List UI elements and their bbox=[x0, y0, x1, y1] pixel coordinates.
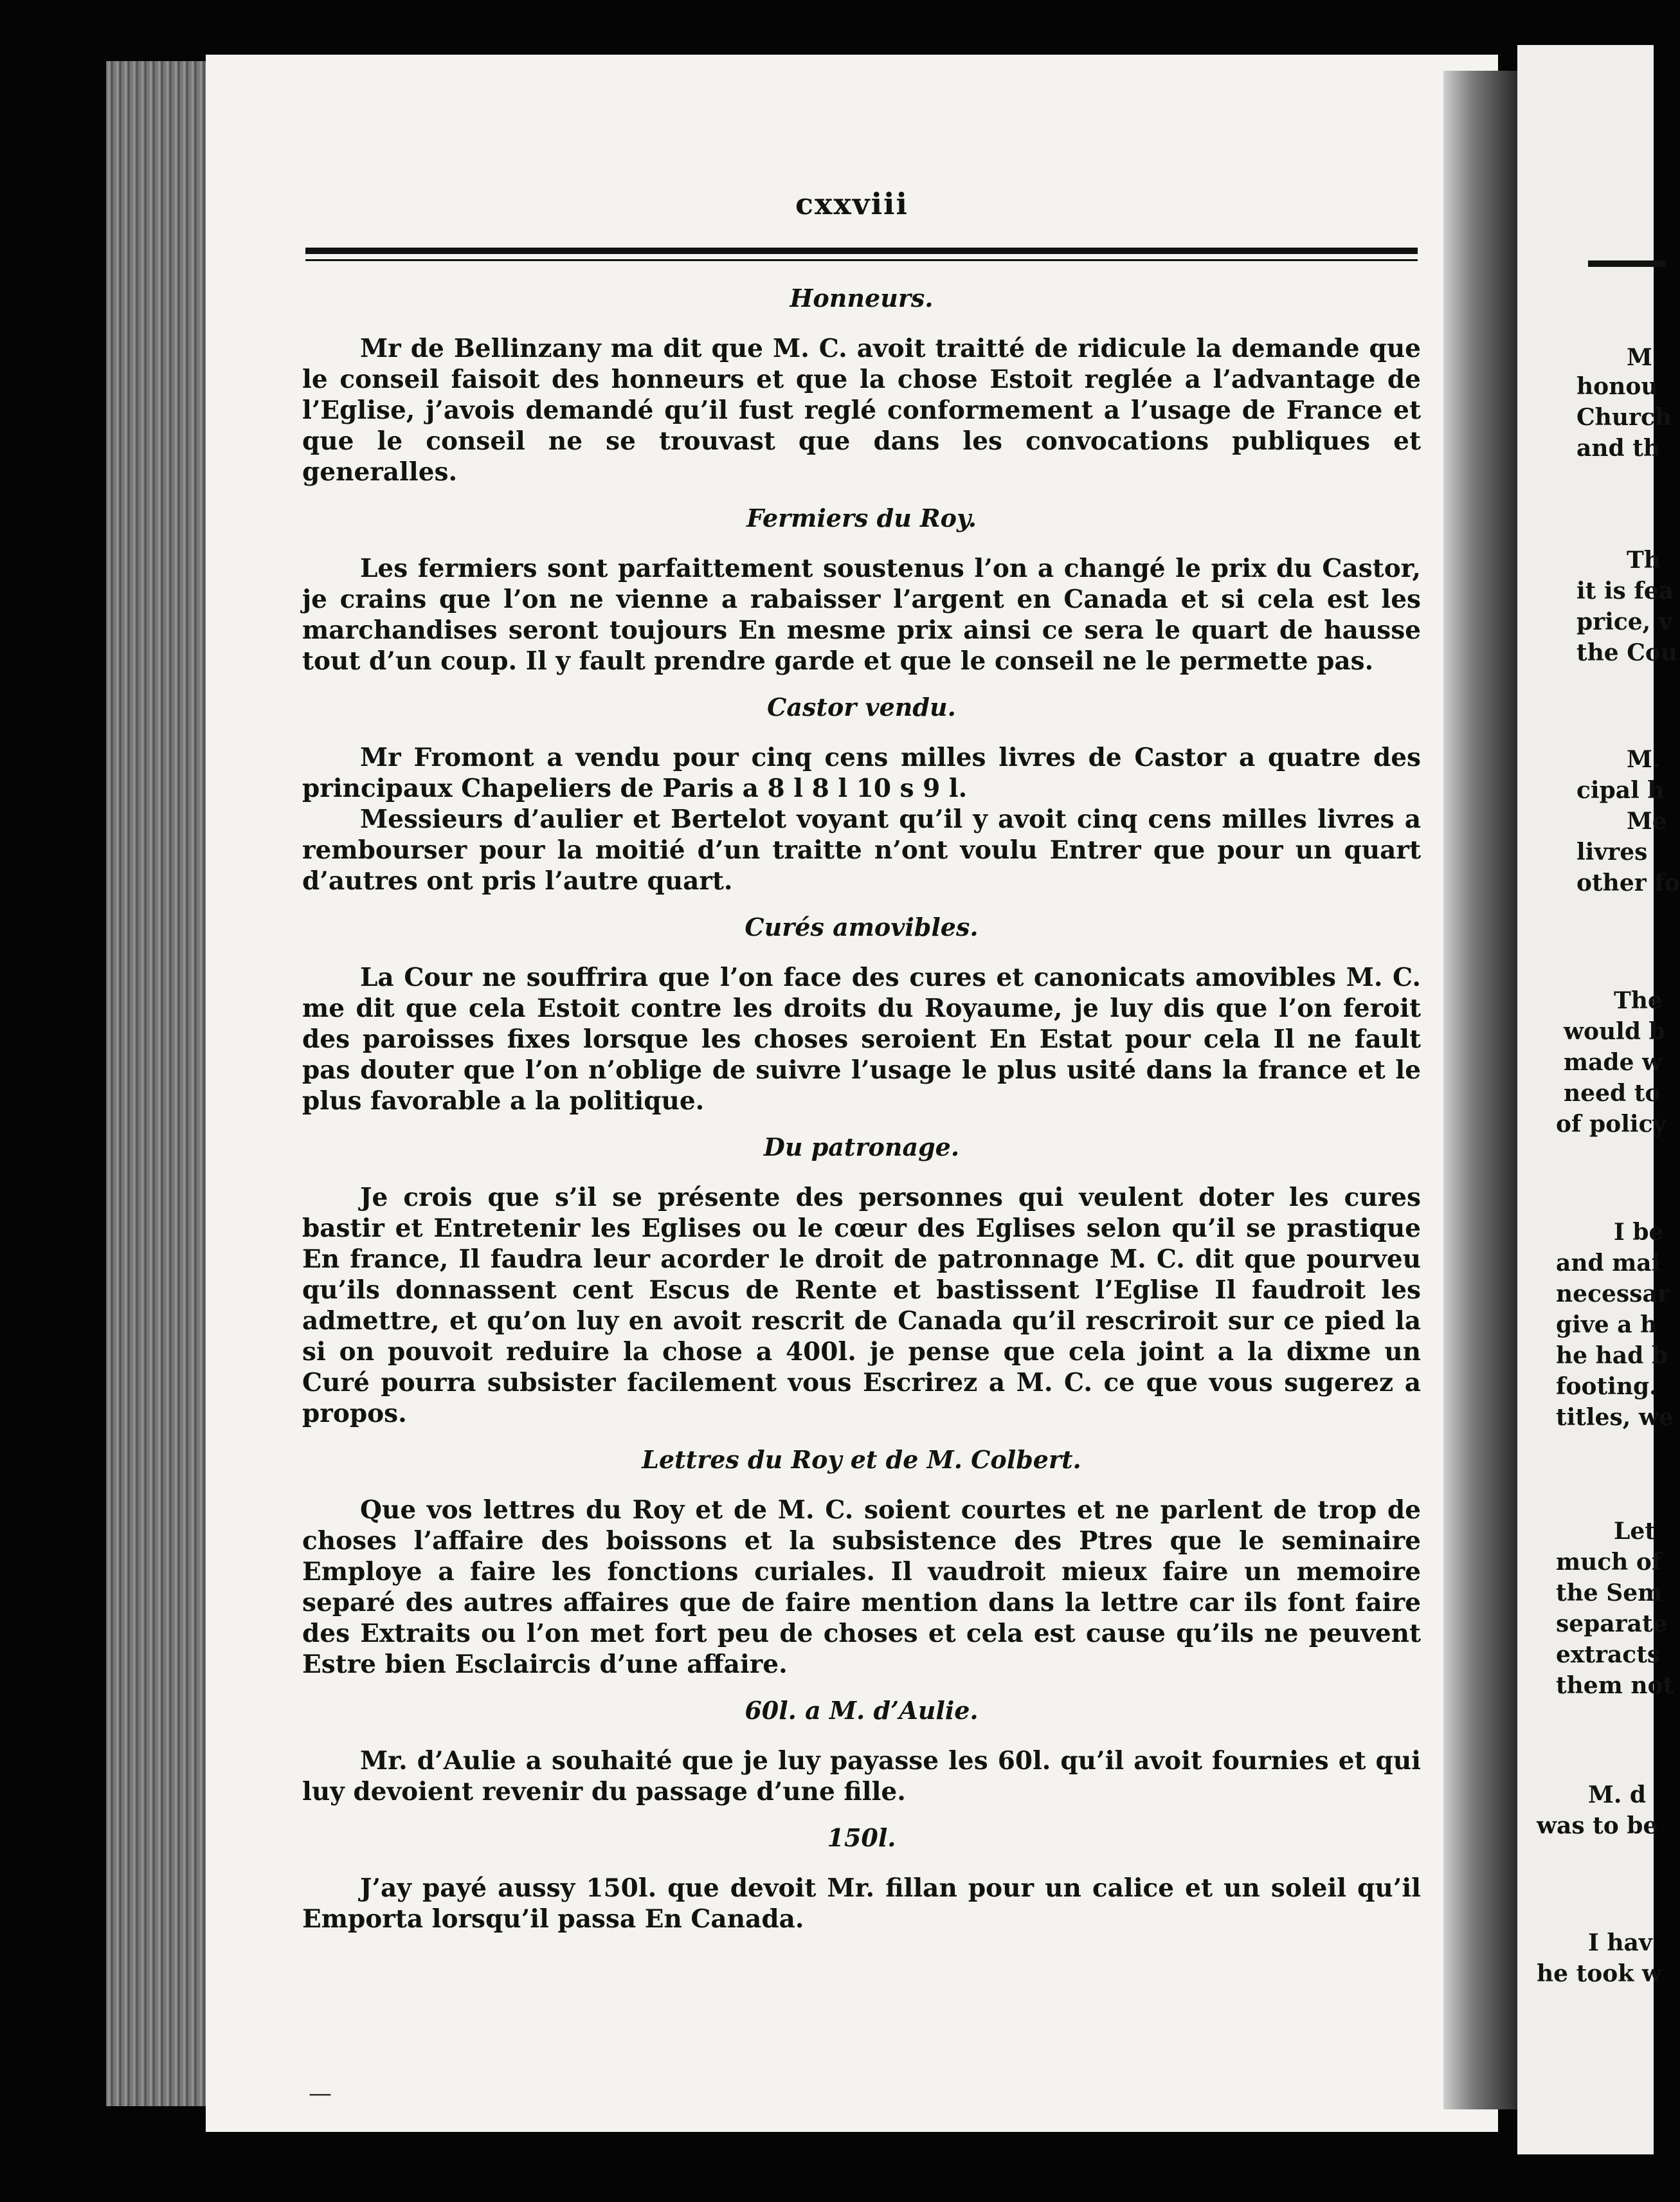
facing-line: I be bbox=[1614, 1219, 1664, 1246]
facing-line: the Cou bbox=[1576, 639, 1678, 666]
section-heading: Fermiers du Roy. bbox=[746, 504, 977, 532]
paragraph: J’ay payé aussy 150l. que devoit Mr. fillan pour un calice et un soleil qu’il Emporta lorsqu’il passa En Canada. bbox=[302, 1873, 1421, 1934]
facing-line: livres bbox=[1576, 839, 1648, 866]
book-page-edges bbox=[106, 61, 215, 2106]
paragraph: Mr. d’Aulie a souhaité que je luy payasse les 60l. qu’il avoit fournies et qui luy devoient revenir du passage d’une fille. bbox=[302, 1746, 1421, 1806]
paragraph: Je crois que s’il se présente des personnes qui veulent doter les cures bastir et Entretenir les Eglises ou le cœur des Eglises selon qu’il se prastique En france, Il faudra leur acorder le droit de patronnage M. C. dit que pourveu qu’ils donnassent cent Escus de Rente et bastissent l’Eglise Il faudroit les admettre, et qu’on luy en avoit rescrit de Canada qu’il rescriroit sur ce pied la si on pouvoit reduire la chose a 400l. je pense que cela joint a la dixme un Curé pourra subsister facilement vous Escrirez a M. C. ce que vous sugerez a propos. bbox=[302, 1183, 1421, 1428]
facing-line: necessar bbox=[1556, 1280, 1670, 1307]
facing-line: M. bbox=[1627, 746, 1661, 773]
page-body bbox=[302, 283, 1421, 1934]
paragraph: La Cour ne souffrira que l’on face des cures et canonicats amovibles M. C. me dit que cela Estoit contre les droits du Royaume, je luy dis que l’on feroit des paroisses fixes lorsque les choses seroient En Estat pour cela Il ne fault pas douter que l’on n’oblige de suivre l’usage le plus usité dans la france et le plus favorable a la politique. bbox=[302, 963, 1421, 1116]
facing-line: it is fea bbox=[1576, 578, 1674, 605]
facing-line: price, v bbox=[1576, 608, 1672, 635]
facing-line: extracts bbox=[1556, 1641, 1661, 1668]
facing-line: cipal h bbox=[1576, 777, 1665, 804]
facing-line: Church bbox=[1576, 404, 1672, 431]
page-folio: cxxviii bbox=[795, 187, 908, 221]
facing-header-rule bbox=[1588, 260, 1665, 267]
section-heading: Honneurs. bbox=[790, 284, 934, 313]
section-heading: Lettres du Roy et de M. Colbert. bbox=[642, 1445, 1081, 1474]
facing-line: much of bbox=[1556, 1549, 1662, 1576]
section-cures-amovibles bbox=[302, 912, 1421, 1116]
section-60l bbox=[302, 1695, 1421, 1807]
facing-line: footing. bbox=[1556, 1373, 1657, 1400]
paragraph: Mr de Bellinzany ma dit que M. C. avoit traitté de ridicule la demande que le conseil faisoit des honneurs et que la chose Estoit reglée a l’advantage de l’Eglise, j’avois demandé qu’il fust reglé conformement a l’usage de France et que le conseil ne se trouvast que dans les convocations publiques et generalles. bbox=[302, 334, 1421, 487]
facing-line: I hav bbox=[1588, 1929, 1652, 1956]
section-lettres-du-roy bbox=[302, 1444, 1421, 1680]
facing-line: Let bbox=[1614, 1518, 1656, 1545]
facing-line: separate bbox=[1556, 1610, 1668, 1637]
left-page bbox=[206, 55, 1498, 2132]
section-heading: Curés amovibles. bbox=[745, 913, 979, 942]
section-du-patronage bbox=[302, 1132, 1421, 1429]
section-heading: Castor vendu. bbox=[767, 693, 956, 722]
section-honneurs bbox=[302, 283, 1421, 487]
section-heading: Du patronage. bbox=[763, 1133, 960, 1161]
section-heading: 60l. a M. d’Aulie. bbox=[745, 1696, 979, 1725]
facing-line: Me bbox=[1627, 808, 1667, 835]
section-castor-vendu bbox=[302, 692, 1421, 896]
facing-line: them not bbox=[1556, 1672, 1674, 1699]
book-gutter bbox=[1443, 71, 1517, 2109]
paragraph: Les fermiers sont parfaittement soustenus l’on a changé le prix du Castor, je crains que l’on ne vienne a rabaisser l’argent en Canada et si cela est les marchandises seront toujours En mesme prix ainsi ce sera le quart de hausse tout d’un coup. Il y fault prendre garde et que le conseil ne le permette pas. bbox=[302, 554, 1421, 676]
facing-line: would b bbox=[1564, 1018, 1665, 1045]
facing-line: he had b bbox=[1556, 1342, 1668, 1369]
section-fermiers-du-roy bbox=[302, 503, 1421, 677]
facing-line: he took w bbox=[1537, 1960, 1662, 1987]
facing-line: M bbox=[1627, 344, 1652, 371]
paragraph: Que vos lettres du Roy et de M. C. soient courtes et ne parlent de trop de choses l’affaire des boissons et la subsistence des Ptres que le seminaire Employe a faire les fonctions curiales. Il vaudroit mieux faire un memoire separé des autres affaires que de faire mention dans la lettre car ils font faire des Extraits ou l’on met fort peu de choses et cela est cause qu’ils ne peuvent Estre bien Esclaircis d’une affaire. bbox=[302, 1495, 1421, 1679]
facing-line: The bbox=[1614, 987, 1663, 1014]
facing-line: M. d bbox=[1588, 1781, 1647, 1808]
facing-line: was to be bbox=[1537, 1812, 1658, 1839]
facing-page bbox=[1517, 45, 1680, 2154]
facing-line: the Sem bbox=[1556, 1579, 1663, 1606]
section-150l bbox=[302, 1823, 1421, 1934]
facing-line: other fo bbox=[1576, 869, 1680, 896]
facing-line: need to bbox=[1564, 1080, 1661, 1107]
facing-line: of policy bbox=[1556, 1111, 1666, 1138]
paragraph: Mr Fromont a vendu pour cinq cens milles livres de Castor a quatre des principaux Chapeliers de Paris a 8 l 8 l 10 s 9 l. bbox=[302, 743, 1421, 803]
facing-line: and th bbox=[1576, 435, 1661, 462]
facing-line: made w bbox=[1564, 1049, 1663, 1076]
facing-line: titles, we bbox=[1556, 1404, 1674, 1431]
header-rule-thick bbox=[305, 248, 1418, 254]
stray-dash-mark: — bbox=[309, 2080, 332, 2107]
facing-line: and mai bbox=[1556, 1250, 1661, 1277]
paragraph: Messieurs d’aulier et Bertelot voyant qu’il y avoit cinq cens milles livres a rembourser pour la moitié d’un traitte n’ont voulu Entrer que pour un quart d’autres ont pris l’autre quart. bbox=[302, 805, 1421, 896]
section-heading: 150l. bbox=[827, 1823, 896, 1852]
header-rule-thin bbox=[305, 259, 1418, 261]
facing-line: give a h bbox=[1556, 1311, 1657, 1338]
facing-line: honou bbox=[1576, 373, 1658, 400]
facing-line: Th bbox=[1627, 547, 1661, 574]
